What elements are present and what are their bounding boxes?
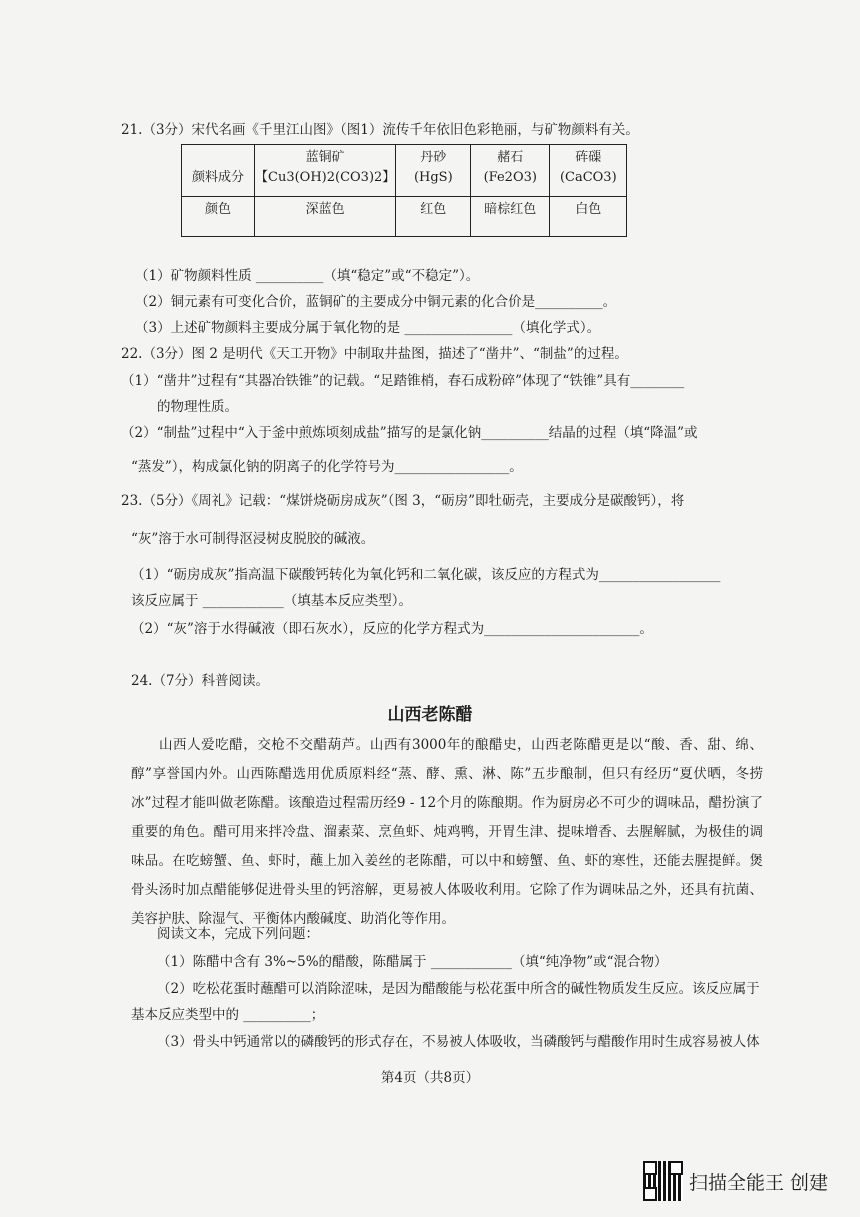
qr-code-icon bbox=[643, 1161, 683, 1201]
table-header-cell: 颜色 bbox=[182, 197, 255, 237]
page-number: 第4页（共8页） bbox=[380, 1070, 480, 1086]
table-header-cell: 颜料成分 bbox=[182, 145, 255, 197]
q21-part2: （2）铜元素有可变化合价，蓝铜矿的主要成分中铜元素的化合价是__________。 bbox=[135, 294, 617, 310]
pigment-table bbox=[181, 144, 627, 237]
q23-part2: （2）“灰”溶于水得碱液（即石灰水），反应的化学方程式为_______________________。 bbox=[131, 621, 653, 637]
q24-instruction: 阅读文本，完成下列问题： bbox=[157, 926, 319, 942]
table-cell: 赭石 (Fe2O3) bbox=[471, 145, 550, 197]
q21-part3: （3）上述矿物颜料主要成分属于氧化物的是 ________________（填化学式）。 bbox=[135, 320, 601, 336]
q22-part1-line1: （1）“凿井”过程有“其器冶铁锥”的记载。“足踏锥梢，春石成粉碎”体现了“铁锥”具有________ bbox=[121, 373, 685, 389]
q23-part1-line1: （1）“砺房成灰”指高温下碳酸钙转化为氧化钙和二氧化碳，该反应的方程式为__________________ bbox=[131, 567, 721, 583]
table-cell: 白色 bbox=[550, 197, 627, 237]
table-cell: 砗磲 (CaCO3) bbox=[550, 145, 627, 197]
table-cell: 丹砂 (HgS) bbox=[396, 145, 471, 197]
q22-part1-line2: 的物理性质。 bbox=[157, 399, 238, 415]
table-cell: 暗棕红色 bbox=[471, 197, 550, 237]
q23-stem-line2: “灰”溶于水可制得沤浸树皮脱胶的碱液。 bbox=[131, 531, 375, 547]
q23-part1-line2: 该反应属于 ____________（填基本反应类型）。 bbox=[131, 593, 413, 609]
q24-part2-line2: 基本反应类型中的 __________； bbox=[131, 1007, 325, 1023]
q24-part2-line1: （2）吃松花蛋时蘸醋可以消除涩味，是因为醋酸能与松花蛋中所含的碱性物质发生反应。该反应属于 bbox=[157, 981, 760, 997]
watermark-text: 扫描全能王 创建 bbox=[689, 1171, 829, 1194]
q23-stem-line1: 23.（5分）《周礼》记载：“煤饼烧砺房成灰”（图 3，“砺房”即牡砺壳，主要成分是碳酸钙），将 bbox=[121, 493, 685, 509]
q22-part2-line2: “蒸发”），构成氯化钠的阴离子的化学符号为_________________。 bbox=[131, 459, 523, 475]
table-cell: 红色 bbox=[396, 197, 471, 237]
table-cell: 蓝铜矿 【Cu3(OH)2(CO3)2】 bbox=[255, 145, 396, 197]
scanner-watermark bbox=[643, 1161, 828, 1201]
q22-stem: 22.（3分）图 2 是明代《天工开物》中制取井盐图，描述了“凿井”、“制盐”的过程。 bbox=[121, 346, 628, 362]
q24-part1: （1）陈醋中含有 3%~5%的醋酸，陈醋属于 ____________（填“纯净物”或“混合物） bbox=[157, 954, 668, 970]
q22-part2-line1: （2）“制盐”过程中“入于釜中煎炼顷刻成盐”描写的是氯化钠__________结晶的过程（填“降温”或 bbox=[121, 425, 698, 441]
q24-part3: （3）骨头中钙通常以的磷酸钙的形式存在，不易被人体吸收，当磷酸钙与醋酸作用时生成容易被人体 bbox=[157, 1034, 760, 1050]
q21-part1: （1）矿物颜料性质 __________（填“稳定”或“不稳定”）。 bbox=[135, 268, 480, 284]
q24-stem: 24.（7分）科普阅读。 bbox=[131, 673, 270, 689]
table-cell: 深蓝色 bbox=[255, 197, 396, 237]
q21-stem: 21.（3分）宋代名画《千里江山图》（图1）流传千年依旧色彩艳丽，与矿物颜料有关。 bbox=[121, 122, 639, 138]
article-body: 山西人爱吃醋，交枪不交醋葫芦。山西有3000年的酿醋史，山西老陈醋更是以“酸、香、甜、绵、醇”享誉国内外。山西陈醋选用优质原料经“蒸、酵、熏、淋、陈”五步酿制，但只有经历“夏伏晒，冬捞冰”过程才能叫做老陈醋。该酿造过程需历经9 - 12个月的陈酿期。作为厨房必不可少的调味品，醋扮演了重要的角色。醋可用来拌冷盘、溜素菜、烹鱼虾、炖鸡鸭，开胃生津、提味增香、去腥解腻，为极佳的调味品。在吃螃蟹、鱼、虾时，蘸上加入姜丝的老陈醋，可以中和螃蟹、鱼、虾的寒性，还能去腥提鲜。煲骨头汤时加点醋能够促进骨头里的钙溶解，更易被人体吸收利用。它除了作为调味品之外，还具有抗菌、美容护肤、除湿气、平衡体内酸碱度、助消化等作用。 bbox=[131, 737, 763, 927]
article-title: 山西老陈醋 bbox=[387, 705, 473, 725]
